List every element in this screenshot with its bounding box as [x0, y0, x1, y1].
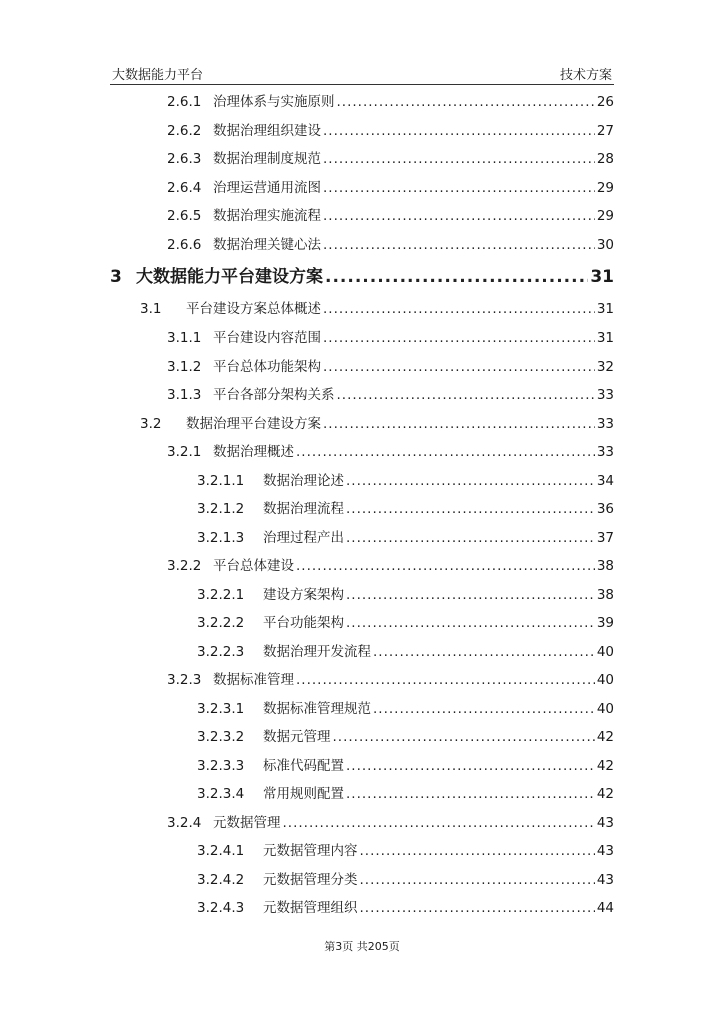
toc-entry-title: 元数据管理分类 [263, 872, 358, 888]
toc-entry-title: 数据治理实施流程 [213, 208, 321, 224]
toc-entry-title: 治理过程产出 [263, 530, 344, 546]
toc-entry-number: 2.6.1 [167, 94, 202, 110]
toc-entry-page: 44 [596, 900, 614, 916]
toc-entry[interactable] [197, 840, 614, 862]
toc-leader-dots [337, 91, 595, 113]
toc-entry-title: 数据治理开发流程 [263, 644, 371, 660]
toc-entry-title: 平台建设方案总体概述 [186, 301, 321, 317]
toc-entry-title: 治理体系与实施原则 [213, 94, 335, 110]
toc-entry[interactable] [167, 120, 614, 142]
toc-entry-number: 2.6.5 [167, 208, 202, 224]
toc-entry-title: 平台总体功能架构 [213, 359, 321, 375]
toc-entry-page: 38 [596, 587, 614, 603]
toc-entry-page: 27 [596, 123, 614, 139]
toc-leader-dots [373, 641, 595, 663]
toc-entry-number: 3.2.4.2 [197, 872, 245, 888]
toc-entry[interactable] [167, 91, 614, 113]
toc-entry[interactable] [167, 327, 614, 349]
toc-leader-dots [323, 298, 595, 320]
toc-entry-number: 3.2.1.1 [197, 473, 245, 489]
toc-leader-dots [333, 726, 595, 748]
toc-entry-number: 2.6.2 [167, 123, 202, 139]
toc-entry-page: 32 [596, 359, 614, 375]
toc-entry-page: 26 [596, 94, 614, 110]
toc-entry-page: 31 [596, 301, 614, 317]
toc-entry-page: 43 [596, 872, 614, 888]
toc-entry-title: 标准代码配置 [263, 758, 344, 774]
toc-entry[interactable] [167, 441, 614, 463]
toc-entry[interactable] [197, 726, 614, 748]
toc-entry[interactable] [197, 527, 614, 549]
toc-entry-page: 38 [596, 558, 614, 574]
toc-entry-title: 数据治理概述 [213, 444, 294, 460]
toc-entry-number: 3.2.2.2 [197, 615, 245, 631]
toc-entry[interactable] [167, 148, 614, 170]
toc-entry-page: 33 [596, 387, 614, 403]
toc-entry-page: 34 [596, 473, 614, 489]
toc-entry-number: 3.2.2.3 [197, 644, 245, 660]
toc-entry-number: 2.6.3 [167, 151, 202, 167]
toc-leader-dots [346, 470, 595, 492]
toc-entry-number: 3.2.1.2 [197, 501, 245, 517]
toc-entry-number: 3.2.1.3 [197, 530, 245, 546]
toc-entry-title: 大数据能力平台建设方案 [136, 267, 323, 287]
toc-entry-title: 平台各部分架构关系 [213, 387, 335, 403]
toc-entry-number: 3 [110, 267, 122, 287]
toc-leader-dots [283, 812, 595, 834]
toc-entry[interactable] [197, 641, 614, 663]
toc-entry-page: 42 [596, 758, 614, 774]
toc-entry-title: 数据标准管理规范 [263, 701, 371, 717]
toc-entry-page: 33 [596, 444, 614, 460]
toc-leader-dots [346, 584, 595, 606]
toc-leader-dots [337, 384, 595, 406]
header-doc-type: 技术方案 [559, 68, 612, 83]
toc-entry[interactable] [197, 470, 614, 492]
toc-entry[interactable] [197, 498, 614, 520]
toc-leader-dots [346, 612, 595, 634]
toc-entry-number: 2.6.6 [167, 237, 202, 253]
toc-entry-title: 数据治理制度规范 [213, 151, 321, 167]
toc-entry-title: 元数据管理 [213, 815, 281, 831]
toc-entry-title: 数据标准管理 [213, 672, 294, 688]
toc-entry[interactable] [167, 356, 614, 378]
toc-leader-dots [323, 234, 595, 256]
toc-entry-title: 数据元管理 [263, 729, 331, 745]
toc-entry[interactable] [167, 812, 614, 834]
toc-entry[interactable] [167, 555, 614, 577]
toc-leader-dots [346, 755, 595, 777]
toc-entry-page: 43 [596, 815, 614, 831]
toc-entry-title: 元数据管理组织 [263, 900, 358, 916]
toc-entry-number: 3.2.3 [167, 672, 202, 688]
toc-entry-page: 28 [596, 151, 614, 167]
toc-entry-page: 39 [596, 615, 614, 631]
toc-entry-title: 常用规则配置 [263, 786, 344, 802]
toc-entry-page: 40 [596, 644, 614, 660]
toc-entry[interactable] [167, 384, 614, 406]
toc-leader-dots [296, 555, 595, 577]
toc-entry-number: 3.1.1 [167, 330, 202, 346]
toc-entry-page: 29 [596, 208, 614, 224]
toc-entry-title: 数据治理组织建设 [213, 123, 321, 139]
toc-leader-dots [346, 783, 595, 805]
toc-entry[interactable] [197, 869, 614, 891]
toc-leader-dots [346, 527, 595, 549]
toc-entry[interactable] [197, 612, 614, 634]
toc-entry-title: 元数据管理内容 [263, 843, 358, 859]
toc-entry-page: 42 [596, 786, 614, 802]
toc-leader-dots [346, 498, 595, 520]
toc-entry[interactable] [197, 783, 614, 805]
toc-leader-dots [323, 413, 595, 435]
toc-entry[interactable] [140, 298, 614, 320]
toc-entry[interactable] [167, 205, 614, 227]
toc-entry-page: 42 [596, 729, 614, 745]
toc-entry-page: 33 [596, 416, 614, 432]
toc-entry-number: 3.2.3.2 [197, 729, 245, 745]
toc-entry-title: 数据治理论述 [263, 473, 344, 489]
toc-entry-number: 3.2.2 [167, 558, 202, 574]
toc-leader-dots [296, 669, 595, 691]
toc-entry-page: 40 [596, 672, 614, 688]
toc-entry-page: 40 [596, 701, 614, 717]
toc-entry-number: 3.1 [140, 301, 162, 317]
toc-entry-title: 平台功能架构 [263, 615, 344, 631]
toc-entry-chapter[interactable] [110, 264, 614, 290]
toc-entry-title: 数据治理流程 [263, 501, 344, 517]
toc-entry-number: 3.2 [140, 416, 162, 432]
toc-entry-title: 平台总体建设 [213, 558, 294, 574]
toc-entry-page: 43 [596, 843, 614, 859]
toc-leader-dots [325, 264, 588, 290]
toc-entry-number: 3.1.3 [167, 387, 202, 403]
toc-leader-dots [323, 177, 595, 199]
toc-entry-number: 3.2.1 [167, 444, 202, 460]
toc-entry-number: 3.1.2 [167, 359, 202, 375]
toc-entry[interactable] [167, 177, 614, 199]
toc-entry[interactable] [167, 669, 614, 691]
page-header [110, 62, 614, 85]
toc-entry-number: 2.6.4 [167, 180, 202, 196]
toc-entry-number: 3.2.3.1 [197, 701, 245, 717]
toc-entry-page: 31 [596, 330, 614, 346]
toc-entry-number: 3.2.4.3 [197, 900, 245, 916]
toc-entry-page: 36 [596, 501, 614, 517]
toc-entry[interactable] [197, 698, 614, 720]
toc-leader-dots [360, 840, 595, 862]
toc-entry-number: 3.2.4.1 [197, 843, 245, 859]
toc-leader-dots [323, 356, 595, 378]
toc-entry-number: 3.2.3.3 [197, 758, 245, 774]
toc-entry-page: 37 [596, 530, 614, 546]
toc-entry-page: 31 [590, 267, 614, 287]
toc-entry-page: 29 [596, 180, 614, 196]
toc-leader-dots [373, 698, 595, 720]
toc-entry-title: 治理运营通用流图 [213, 180, 321, 196]
header-doc-title: 大数据能力平台 [112, 68, 204, 83]
toc-entry-title: 数据治理平台建设方案 [186, 416, 321, 432]
toc-entry[interactable] [197, 755, 614, 777]
toc-entry-number: 3.2.2.1 [197, 587, 245, 603]
toc-entry[interactable] [167, 234, 614, 256]
toc-leader-dots [296, 441, 595, 463]
toc-entry-page: 30 [596, 237, 614, 253]
toc-entry-title: 建设方案架构 [263, 587, 344, 603]
toc-entry[interactable] [197, 897, 614, 919]
page-footer: 第3页 共205页 [324, 940, 400, 953]
toc-entry-number: 3.2.4 [167, 815, 202, 831]
toc-entry-title: 数据治理关键心法 [213, 237, 321, 253]
toc-leader-dots [360, 869, 595, 891]
toc-entry[interactable] [197, 584, 614, 606]
toc-entry[interactable] [140, 413, 614, 435]
toc-entry-number: 3.2.3.4 [197, 786, 245, 802]
toc-leader-dots [360, 897, 595, 919]
toc-leader-dots [323, 120, 595, 142]
toc-entry-title: 平台建设内容范围 [213, 330, 321, 346]
toc-leader-dots [323, 327, 595, 349]
toc-leader-dots [323, 148, 595, 170]
toc-leader-dots [323, 205, 595, 227]
